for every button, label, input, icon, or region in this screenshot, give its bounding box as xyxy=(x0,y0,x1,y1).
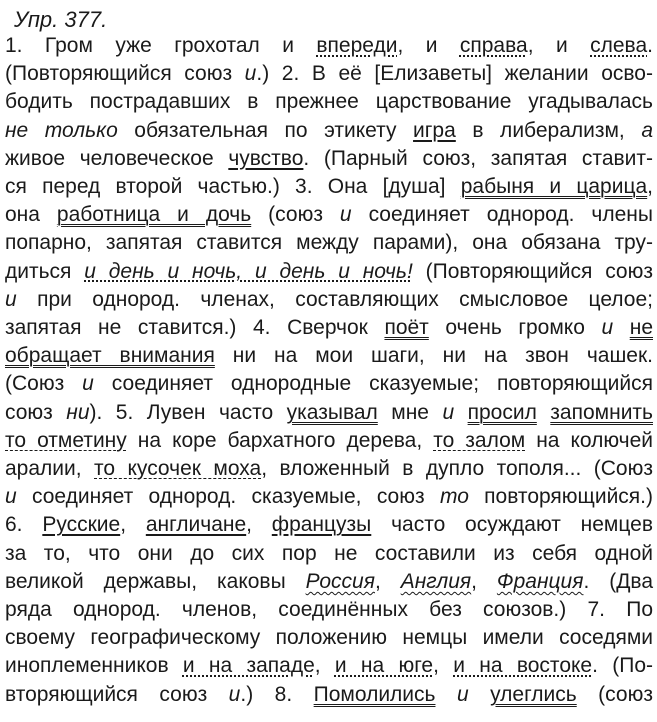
predicate-underline: работница и дочь xyxy=(56,203,252,227)
adverbial-underline: слева xyxy=(590,34,648,57)
predicate-underline: не xyxy=(629,316,653,339)
text-span: соединяет однород. сказуемые, союз xyxy=(16,485,440,509)
text-span: живое человеческое xyxy=(5,146,229,170)
text-span: великой державы, каковы xyxy=(5,569,306,593)
adverbial-underline: и на востоке xyxy=(453,654,593,678)
attribute-underline: Англия xyxy=(400,569,472,593)
text-span: (союз xyxy=(576,682,653,706)
text-span xyxy=(435,683,456,706)
text-span: ряда однород. членов, соединённых без союзов.) 7. По xyxy=(5,598,653,621)
text-span: , xyxy=(647,175,654,198)
text-line xyxy=(5,260,653,284)
exercise-title: Упр. 377. xyxy=(14,7,108,32)
italic-text: ни xyxy=(66,400,90,424)
text-line xyxy=(5,119,653,143)
text-span: (Повторяющийся союз xyxy=(5,62,245,86)
subject-underline: французы xyxy=(271,513,372,537)
text-span: вторяющийся союз xyxy=(5,682,229,706)
text-span: повторяющийся.) xyxy=(468,485,653,509)
text-line xyxy=(5,626,653,650)
text-span: . (Парный союз, запятая ставит- xyxy=(303,146,653,170)
text-span: ни на мои шаги, ни на звон чашек. xyxy=(214,344,653,368)
predicate-underline: указывал xyxy=(286,400,378,424)
text-span: аралии, xyxy=(5,457,95,480)
text-span: ся перед второй частью.) 3. Она [душа] xyxy=(5,175,461,198)
object-underline: то кусочек моха xyxy=(94,457,262,480)
text-span: своему географическому положению немцы имели соседями xyxy=(5,626,653,650)
text-line xyxy=(5,513,653,537)
italic-text: и xyxy=(5,287,17,311)
text-span: на колючей xyxy=(525,428,654,452)
text-line xyxy=(5,203,653,227)
text-span: союз xyxy=(5,400,67,424)
text-span: часто осуждают немцев xyxy=(371,513,653,537)
italic-text: и xyxy=(456,682,469,706)
text-span: при однород. членах, составляющих смысловое целое; xyxy=(16,287,653,311)
text-line xyxy=(5,683,653,707)
text-span xyxy=(537,401,550,424)
text-span: , и xyxy=(527,34,591,57)
text-span: обязательная по этикету xyxy=(117,118,414,142)
text-span: запятая не ставится.) 4. Сверчок xyxy=(5,316,385,339)
text-span: , и xyxy=(397,34,460,57)
text-span: .) 8. xyxy=(240,682,314,706)
adverbial-underline: впереди xyxy=(316,34,398,57)
text-line xyxy=(5,457,653,481)
italic-text: и xyxy=(5,485,17,509)
text-span: (союз xyxy=(251,203,340,227)
text-span: за то, что они до сих пор не составили из себя одной xyxy=(5,541,653,565)
text-span: иноплеменников xyxy=(5,654,183,678)
text-span: 6. xyxy=(5,513,43,537)
text-span: диться xyxy=(5,259,85,283)
text-span: соединяет однородные сказуемые; повторяющийся xyxy=(93,372,653,396)
object-underline: то отметину xyxy=(5,428,127,452)
text-span: , xyxy=(314,654,335,678)
subject-underline: игра xyxy=(413,118,456,142)
predicate-underline: поёт xyxy=(384,316,429,339)
adverbial-underline: и на западе xyxy=(182,654,315,678)
text-span: на коре бархатного дерева, xyxy=(126,428,434,452)
text-span: соединяет однород. члены xyxy=(351,203,653,227)
predicate-underline: просил xyxy=(467,400,537,424)
text-line xyxy=(5,34,653,58)
italic-text: и xyxy=(244,62,257,86)
text-line xyxy=(5,485,653,509)
predicate-underline: запомнить xyxy=(550,400,653,424)
text-span: , xyxy=(433,654,454,678)
text-line xyxy=(5,372,653,396)
text-span: . (По- xyxy=(592,654,653,678)
text-line xyxy=(5,654,653,678)
text-span: бодить пострадавших в прежнее царствование угадывалась xyxy=(5,90,653,114)
italic-text: и xyxy=(442,400,455,424)
text-line xyxy=(5,429,653,453)
text-span xyxy=(454,401,467,424)
italic-text: то xyxy=(439,485,469,509)
predicate-underline: улеглись xyxy=(490,682,577,706)
predicate-underline: рабыня и царица xyxy=(460,175,648,198)
text-span: . (Два xyxy=(583,569,654,593)
text-span: .) 2. В её [Елизаветы] желании осво- xyxy=(256,62,653,86)
subject-underline: Русские xyxy=(42,513,121,537)
text-span: очень громко xyxy=(428,316,602,339)
predicate-underline: Помолились xyxy=(313,682,436,706)
text-span: , xyxy=(120,513,146,537)
text-span: 1. Гром уже грохотал и xyxy=(5,34,317,57)
italic-text: не только xyxy=(5,118,118,142)
italic-text: и xyxy=(82,372,94,396)
text-line xyxy=(5,570,653,594)
text-span: в либерализм, xyxy=(455,118,642,142)
object-underline: то залом xyxy=(433,428,526,452)
subject-underline: англичане xyxy=(145,513,247,537)
text-span: , xyxy=(471,569,497,593)
attribute-underline: Россия xyxy=(305,569,375,593)
text-line xyxy=(5,90,653,114)
text-line xyxy=(5,288,653,312)
text-line xyxy=(5,316,653,340)
text-line xyxy=(5,401,653,425)
text-span: , вложенный в дупло тополя... (Союз xyxy=(261,457,653,480)
text-span: попарно, запятая ставится между парами), она обязана тру- xyxy=(5,231,653,255)
text-span xyxy=(613,316,630,339)
adverbial-underline: и день и ночь, и день и ночь! xyxy=(84,259,413,283)
italic-text: и xyxy=(228,682,241,706)
italic-text: а xyxy=(641,118,653,142)
text-line xyxy=(5,542,653,566)
text-span: , xyxy=(246,513,272,537)
text-line xyxy=(5,598,653,622)
attribute-underline: Франция xyxy=(496,569,584,593)
text-line xyxy=(5,231,653,255)
subject-underline: чувство xyxy=(228,146,304,170)
adverbial-underline: и на юге xyxy=(334,654,434,678)
adverbial-underline: справа xyxy=(459,34,528,57)
text-span: , xyxy=(374,569,401,593)
text-span: (Повторяющийся союз xyxy=(412,259,653,283)
text-span: ). 5. Лувен часто xyxy=(89,400,287,424)
text-span: мне xyxy=(377,400,443,424)
text-span: . xyxy=(647,34,654,57)
italic-text: и xyxy=(339,203,352,227)
text-line xyxy=(5,147,653,171)
text-span: (Союз xyxy=(5,372,83,396)
text-line xyxy=(5,175,653,199)
italic-text: и xyxy=(601,316,614,339)
text-line xyxy=(5,344,653,368)
text-line xyxy=(5,62,653,86)
predicate-underline: обращает внимания xyxy=(5,344,215,368)
text-span xyxy=(469,683,490,706)
text-span: она xyxy=(5,203,57,227)
